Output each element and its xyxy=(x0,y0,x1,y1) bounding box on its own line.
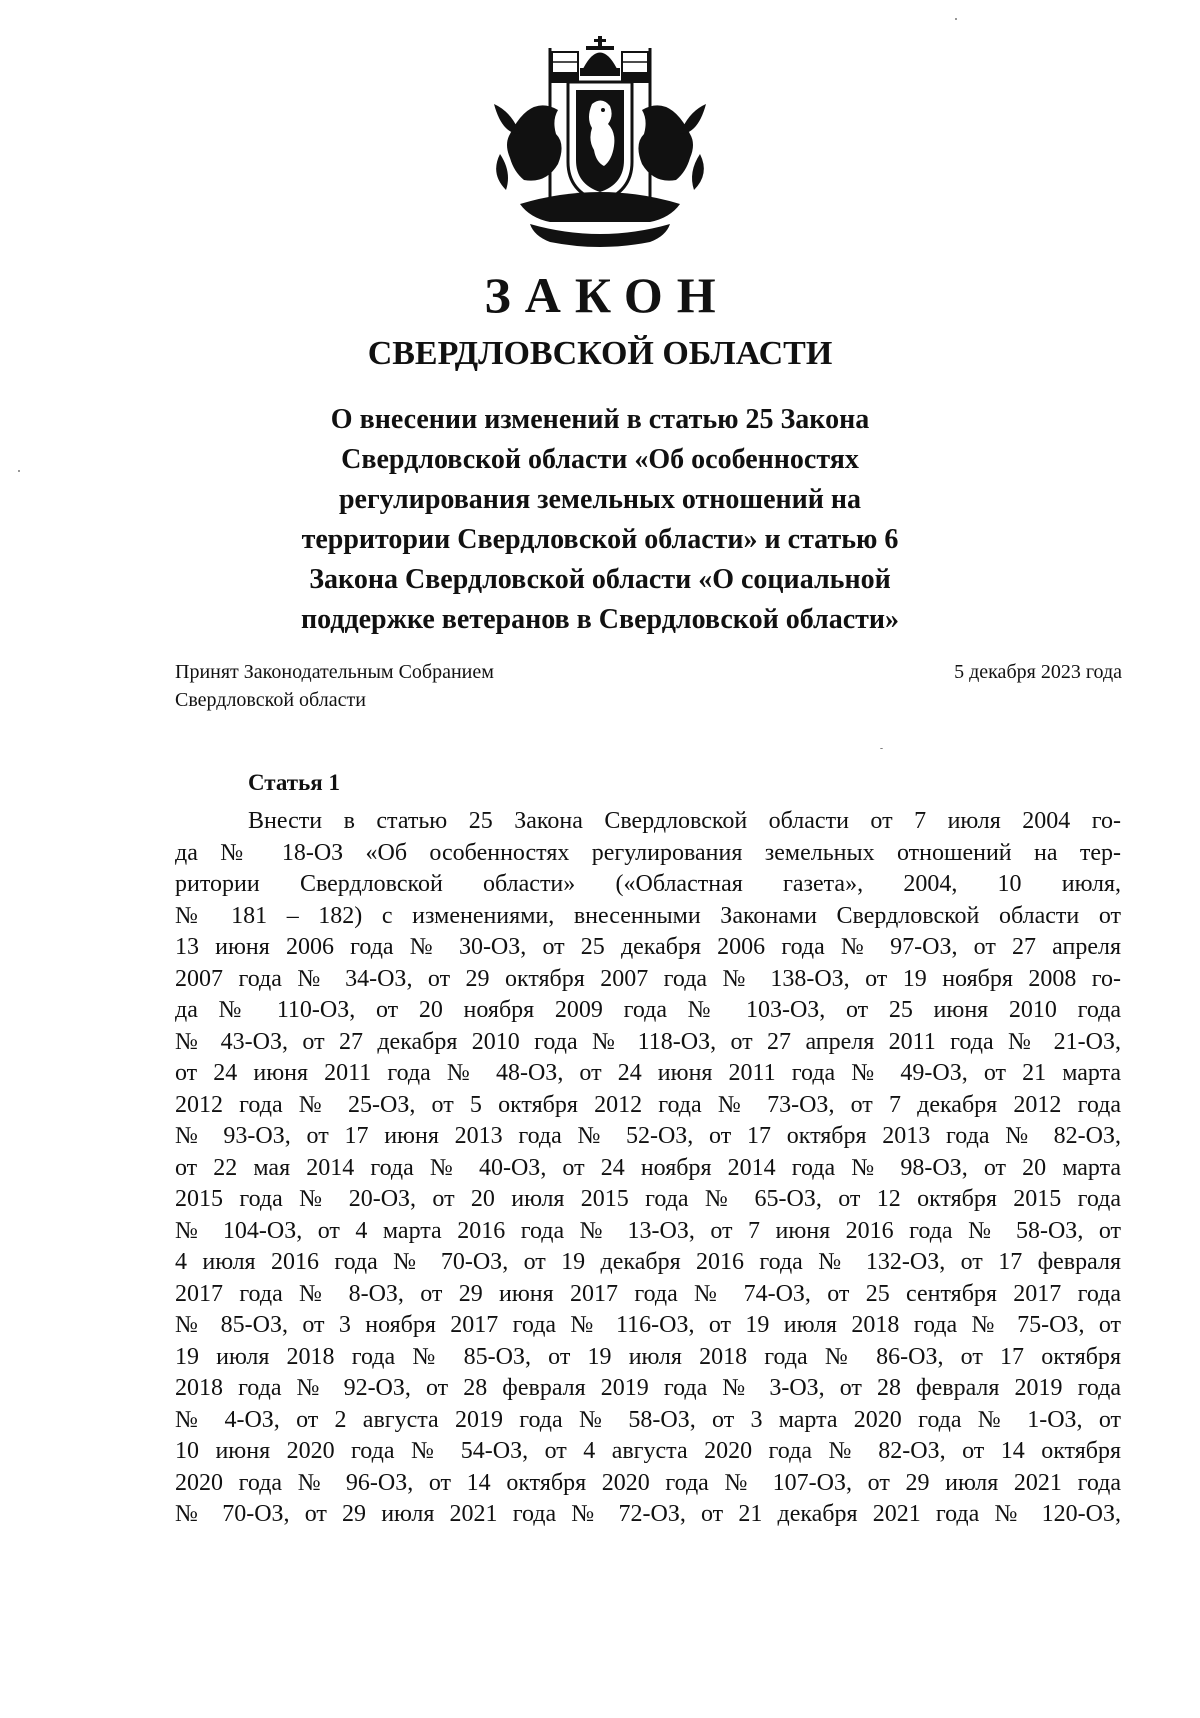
body-line: от 24 июня 2011 года № 48-ОЗ, от 24 июня 2011 года № 49-ОЗ, от 21 марта xyxy=(175,1060,1121,1086)
body-line: Внести в статью 25 Закона Свердловской области от 7 июля 2004 го- xyxy=(248,808,1121,834)
subject-line: Закона Свердловской области «О социальной xyxy=(309,564,891,595)
body-line: № 70-ОЗ, от 29 июля 2021 года № 72-ОЗ, от 21 декабря 2021 года № 120-ОЗ, xyxy=(175,1501,1121,1527)
body-line: 19 июля 2018 года № 85-ОЗ, от 19 июля 2018 года № 86-ОЗ, от 17 октября xyxy=(175,1343,1121,1370)
adopted-by-line: Свердловской области xyxy=(175,689,366,711)
subject-line: Свердловской области «Об особенностях xyxy=(341,444,859,475)
body-line: № 43-ОЗ, от 27 декабря 2010 года № 118-ОЗ, от 27 апреля 2011 года № 21-ОЗ, xyxy=(175,1028,1121,1055)
adopted-date: 5 декабря 2023 года xyxy=(954,661,1122,683)
body-line: 2018 года № 92-ОЗ, от 28 февраля 2019 года № 3-ОЗ, от 28 февраля 2019 года xyxy=(175,1375,1121,1401)
scan-speck xyxy=(880,748,883,749)
body-line: 10 июня 2020 года № 54-ОЗ, от 4 августа 2020 года № 82-ОЗ, от 14 октября xyxy=(175,1438,1121,1464)
article-heading: Статья 1 xyxy=(248,770,340,795)
body-line: 13 июня 2006 года № 30-ОЗ, от 25 декабря 2006 года № 97-ОЗ, от 27 апреля xyxy=(175,934,1121,960)
body-line: 4 июля 2016 года № 70-ОЗ, от 19 декабря 2016 года № 132-ОЗ, от 17 февраля xyxy=(175,1249,1121,1275)
region-title: СВЕРДЛОВСКОЙ ОБЛАСТИ xyxy=(367,335,833,372)
adopted-by-line: Принят Законодательным Собранием xyxy=(175,661,494,683)
body-line: 2017 года № 8-ОЗ, от 29 июня 2017 года № 74-ОЗ, от 25 сентября 2017 года xyxy=(175,1280,1121,1307)
scan-speck xyxy=(18,470,20,472)
body-line: ритории Свердловской области» («Областная газета», 2004, 10 июля, xyxy=(175,871,1121,897)
body-line: 2020 года № 96-ОЗ, от 14 октября 2020 года № 107-ОЗ, от 29 июля 2021 года xyxy=(175,1469,1121,1496)
body-line: № 93-ОЗ, от 17 июня 2013 года № 52-ОЗ, от 17 октября 2013 года № 82-ОЗ, xyxy=(175,1123,1121,1149)
body-line: 2007 года № 34-ОЗ, от 29 октября 2007 года № 138-ОЗ, от 19 ноября 2008 го- xyxy=(175,965,1121,992)
body-line: 2012 года № 25-ОЗ, от 5 октября 2012 года № 73-ОЗ, от 7 декабря 2012 года xyxy=(175,1091,1121,1118)
body-line: № 104-ОЗ, от 4 марта 2016 года № 13-ОЗ, от 7 июня 2016 года № 58-ОЗ, от xyxy=(175,1217,1121,1244)
subject-line: поддержке ветеранов в Свердловской области» xyxy=(300,604,900,635)
subject-line: территории Свердловской области» и статью 6 xyxy=(301,524,899,555)
law-subject xyxy=(250,400,950,640)
body-line: 2015 года № 20-ОЗ, от 20 июля 2015 года № 65-ОЗ, от 12 октября 2015 года xyxy=(175,1186,1121,1212)
subject-line: регулирования земельных отношений на xyxy=(338,484,862,515)
body-line: № 85-ОЗ, от 3 ноября 2017 года № 116-ОЗ, от 19 июля 2018 года № 75-ОЗ, от xyxy=(175,1312,1121,1338)
coat-of-arms-emblem xyxy=(480,34,720,252)
body-line: да № 110-ОЗ, от 20 ноября 2009 года № 103-ОЗ, от 25 июня 2010 года xyxy=(175,997,1121,1023)
scan-speck xyxy=(955,18,957,20)
body-line: № 181 – 182) с изменениями, внесенными Законами Свердловской области от xyxy=(175,902,1121,929)
adopted-by xyxy=(175,658,494,714)
body-line: от 22 мая 2014 года № 40-ОЗ, от 24 ноября 2014 года № 98-ОЗ, от 20 марта xyxy=(175,1154,1121,1181)
subject-line: О внесении изменений в статью 25 Закона xyxy=(330,404,870,435)
body-line: да № 18-ОЗ «Об особенностях регулирования земельных отношений на тер- xyxy=(175,839,1121,866)
law-title: ЗАКОН xyxy=(484,267,730,323)
body-line: № 4-ОЗ, от 2 августа 2019 года № 58-ОЗ, от 3 марта 2020 года № 1-ОЗ, от xyxy=(175,1406,1121,1433)
article-body xyxy=(175,806,1121,1531)
